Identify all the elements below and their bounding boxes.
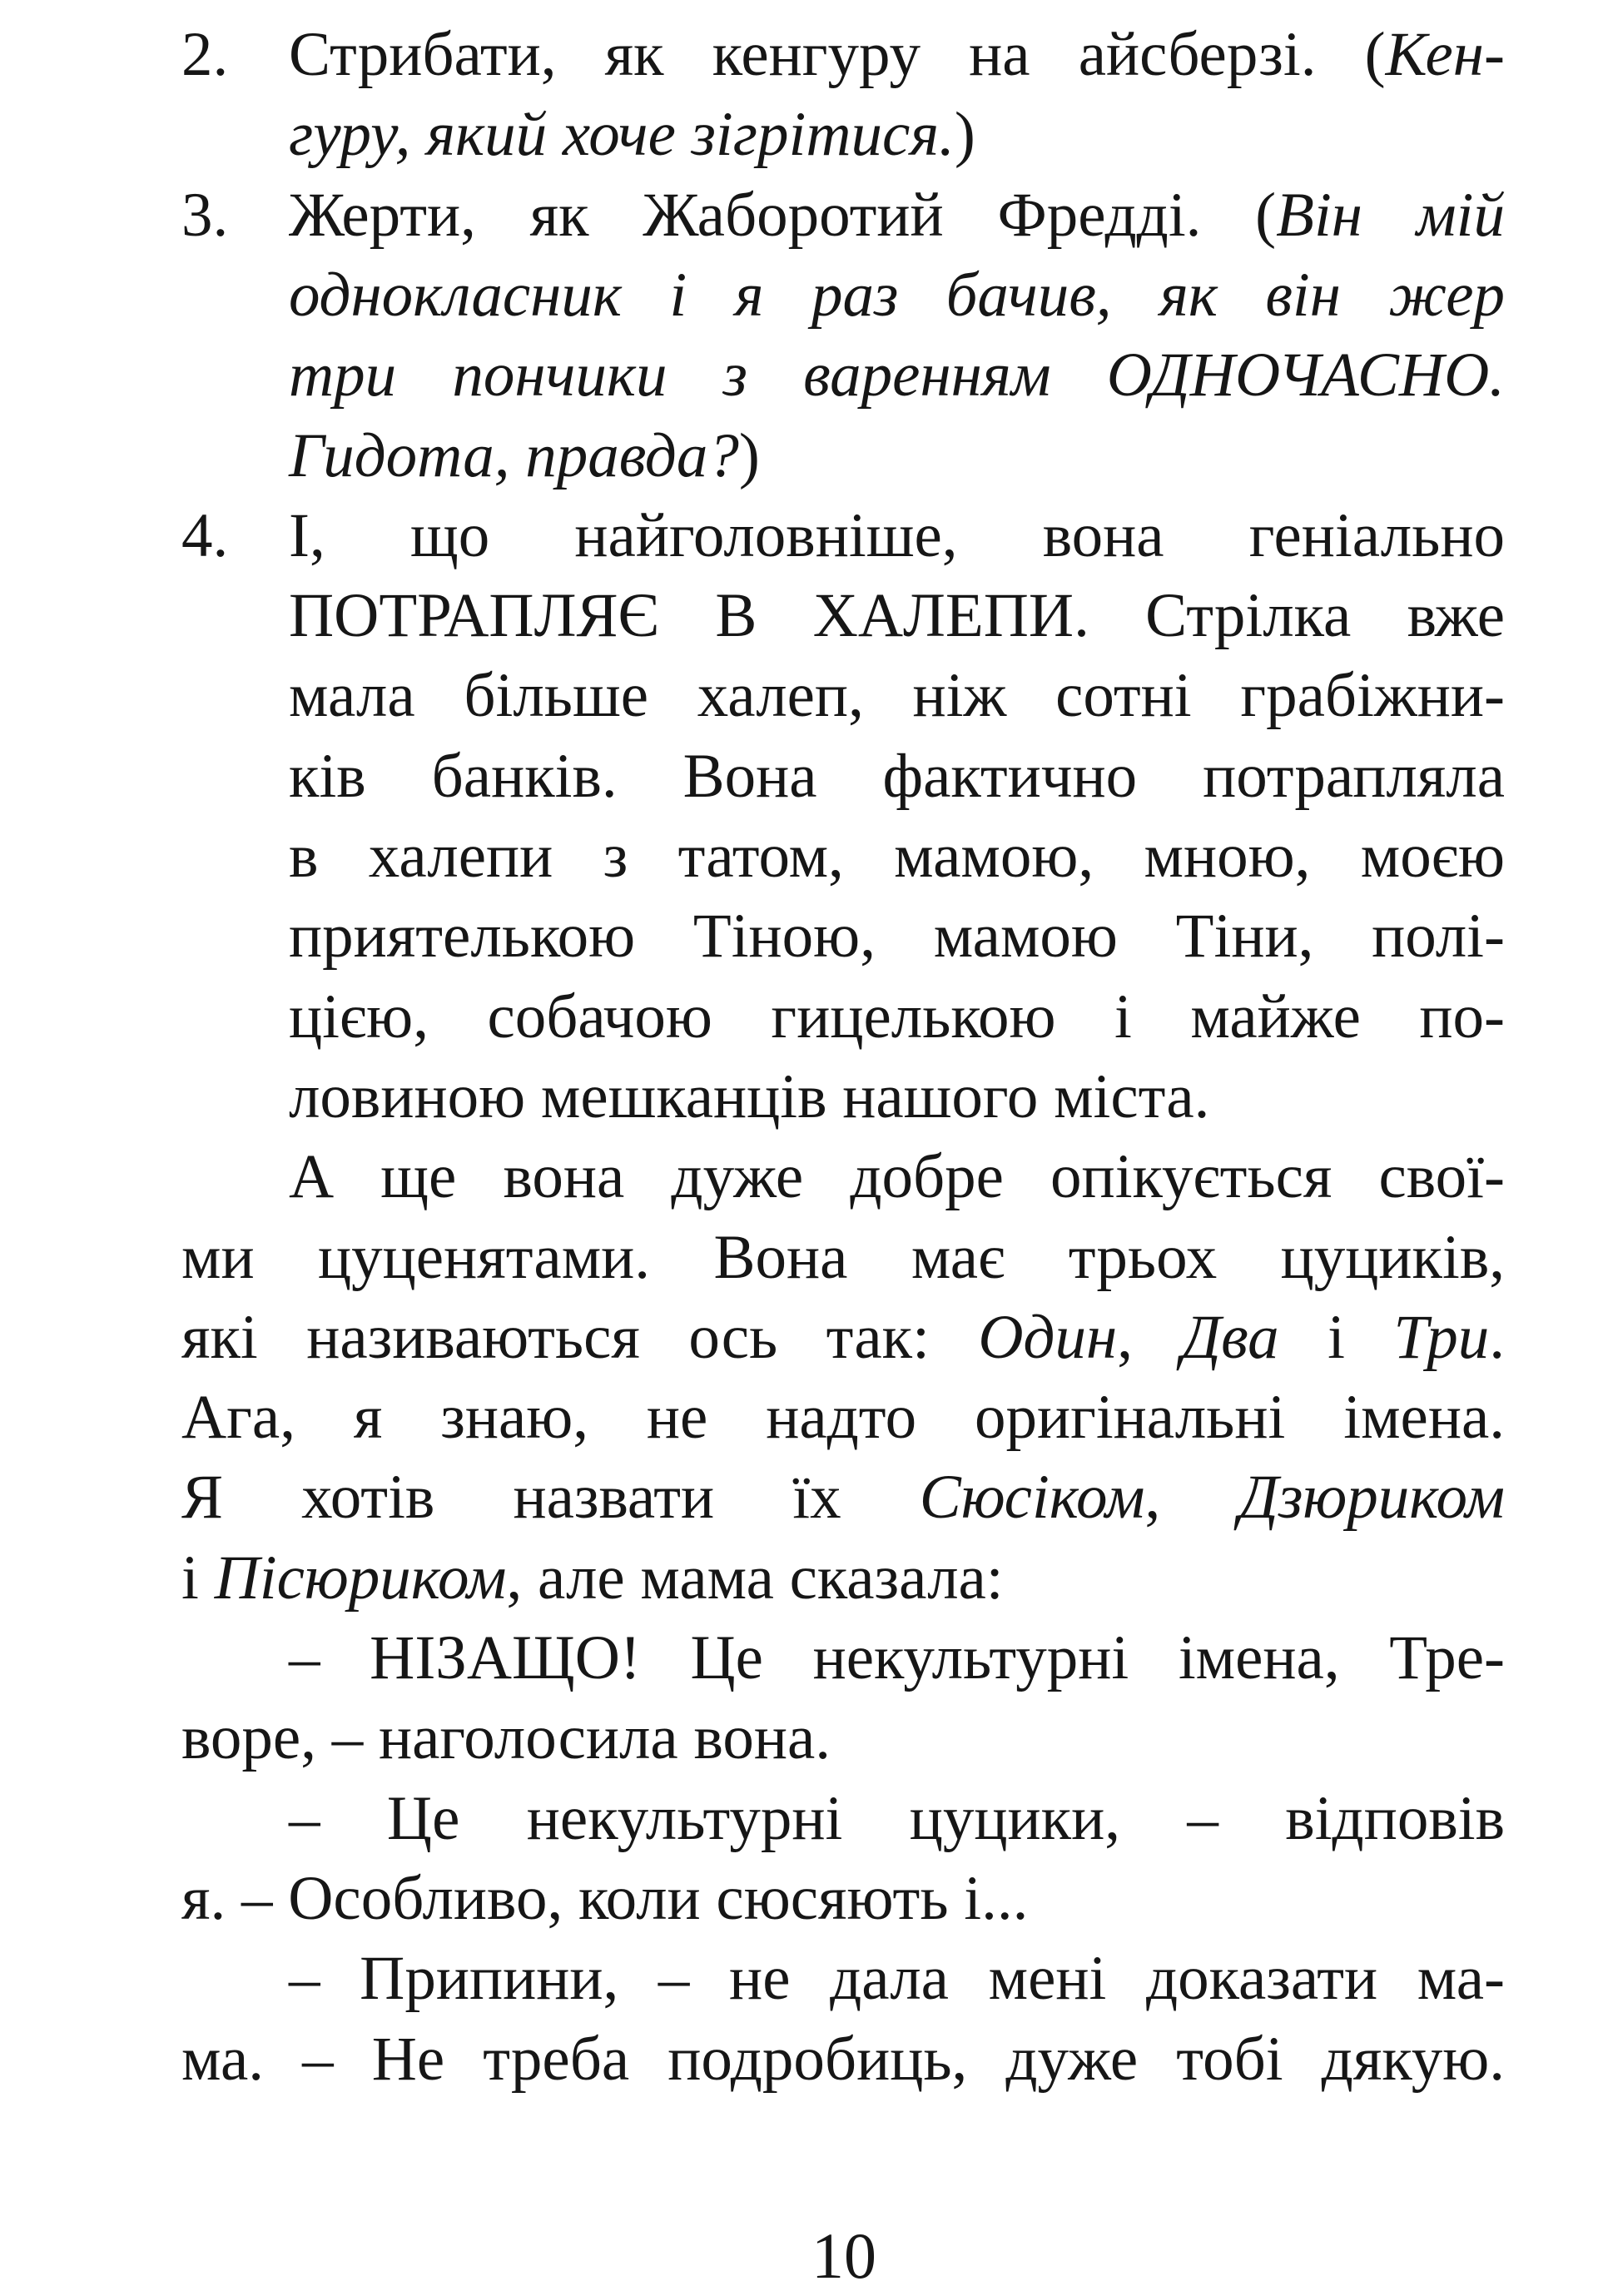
text-run: мала більше халеп, ніж сотні грабіжни-: [289, 661, 1505, 730]
italic-text: Сюсіком: [919, 1463, 1145, 1532]
text-line: [289, 15, 1505, 95]
text-line: [289, 897, 1505, 977]
text-line: [289, 176, 1505, 256]
text-line: [181, 1218, 1505, 1298]
text-line-content: [181, 1458, 1505, 1538]
text-run: ПОТРАПЛЯЄ В ХАЛЕПИ. Стрілка вже: [289, 581, 1505, 650]
text-run: Жерти, як Жаборотий Фредді. (: [289, 181, 1277, 250]
italic-text: однокласник і я раз бачив, як він жер: [289, 261, 1505, 330]
text-run: ми цуценятами. Вона має трьох цуциків,: [181, 1223, 1505, 1292]
text-line-content: [181, 1698, 1505, 1778]
text-run: ): [738, 421, 760, 490]
text-line-content: [289, 15, 1505, 95]
text-run: ,: [1144, 1463, 1239, 1532]
text-run: Ага, я знаю, не надто оригінальні імена.: [181, 1383, 1505, 1452]
text-run: – Це некультурні цуцики, – відповів: [289, 1784, 1505, 1853]
list-item-number: 2.: [181, 20, 229, 89]
text-line-content: [289, 1779, 1505, 1859]
text-line: [289, 256, 1505, 335]
text-run: ловиною мешканців нашого міста.: [289, 1062, 1210, 1131]
text-run: , але мама сказала:: [506, 1543, 1004, 1613]
text-line: [289, 416, 1505, 496]
text-line: [289, 496, 1505, 576]
text-line-content: [289, 656, 1505, 736]
text-run: цією, собачою гицелькою і майже по-: [289, 982, 1505, 1051]
text-run: приятелькою Тіною, мамою Тіни, полі-: [289, 902, 1505, 971]
text-run: ма. – Не треба подробиць, дуже тобі дякую.: [181, 2025, 1505, 2094]
text-line-content: [289, 176, 1505, 256]
italic-text: Дзюриком: [1238, 1463, 1506, 1532]
text-line: [289, 335, 1505, 415]
text-run: в халепи з татом, мамою, мною, моєю: [289, 822, 1505, 891]
text-line: [181, 1378, 1505, 1458]
text-line: [181, 1538, 1505, 1618]
text-line-content: [289, 1939, 1505, 2019]
text-line: [181, 2020, 1505, 2100]
text-line-content: [289, 897, 1505, 977]
text-line-content: [181, 2020, 1505, 2100]
text-line: [289, 1137, 1505, 1217]
page-number: 10: [811, 2219, 876, 2292]
text-line: [289, 817, 1505, 897]
text-line-content: [289, 335, 1505, 415]
text-line-content: [181, 1298, 1505, 1378]
italic-text: гуру, який хоче зігрітися.: [289, 100, 955, 169]
text-line-content: [289, 496, 1505, 576]
italic-text: Пісюриком: [214, 1543, 507, 1613]
text-line: [289, 1618, 1505, 1698]
text-run: воре, – наголосила вона.: [181, 1703, 831, 1772]
text-run: які називаються ось так:: [181, 1303, 979, 1372]
text-line: [289, 1939, 1505, 2019]
text-line-content: [289, 817, 1505, 897]
text-run: .: [1489, 1303, 1505, 1372]
text-line: [181, 1458, 1505, 1538]
text-run: ): [954, 100, 975, 169]
text-line: [181, 1298, 1505, 1378]
text-line-content: [289, 977, 1505, 1057]
text-line-content: [181, 1378, 1505, 1458]
text-line-content: [289, 737, 1505, 817]
text-run: А ще вона дуже добре опікується свої-: [289, 1142, 1505, 1211]
text-line: [289, 1057, 1505, 1137]
list-item-number: 3.: [181, 181, 229, 250]
text-line: [181, 1698, 1505, 1778]
text-run: – Припини, – не дала мені доказати ма-: [289, 1944, 1505, 2013]
italic-text: Два: [1181, 1303, 1279, 1372]
text-line: [289, 656, 1505, 736]
text-line: [289, 1779, 1505, 1859]
text-run: і: [181, 1543, 215, 1613]
italic-text: Кен-: [1385, 20, 1505, 89]
italic-text: Три: [1393, 1303, 1490, 1372]
list-item-number: 4.: [181, 501, 229, 570]
text-line-content: [289, 1057, 1505, 1137]
italic-text: Гидота, правда?: [289, 421, 739, 490]
text-line-content: [181, 1218, 1505, 1298]
text-run: – НІЗАЩО! Це некультурні імена, Тре-: [289, 1623, 1505, 1692]
text-line: [289, 95, 1505, 175]
text-line-content: [289, 1137, 1505, 1217]
text-line-content: [289, 95, 1505, 175]
text-run: я. – Особливо, коли сюсяють і...: [181, 1864, 1029, 1933]
italic-text: Він мій: [1276, 181, 1505, 250]
italic-text: Один: [978, 1303, 1118, 1372]
text-run: ,: [1117, 1303, 1182, 1372]
text-line: [289, 576, 1505, 656]
text-line: [289, 737, 1505, 817]
text-run: І, що найголовніше, вона геніально: [289, 501, 1505, 570]
text-line-content: [289, 576, 1505, 656]
text-line: [289, 977, 1505, 1057]
text-line-content: [289, 256, 1505, 335]
text-line-content: [289, 1618, 1505, 1698]
text-line-content: [181, 1859, 1505, 1939]
text-line-content: [289, 416, 1505, 496]
text-run: Стрибати, як кенгуру на айсберзі. (: [289, 20, 1386, 89]
text-line-content: [181, 1538, 1505, 1618]
text-run: і: [1278, 1303, 1394, 1372]
text-line: [181, 1859, 1505, 1939]
text-run: Я хотів назвати їх: [181, 1463, 920, 1532]
italic-text: три пончики з варенням ОДНОЧАСНО.: [289, 340, 1505, 410]
text-run: ків банків. Вона фактично потрапляла: [289, 742, 1505, 811]
